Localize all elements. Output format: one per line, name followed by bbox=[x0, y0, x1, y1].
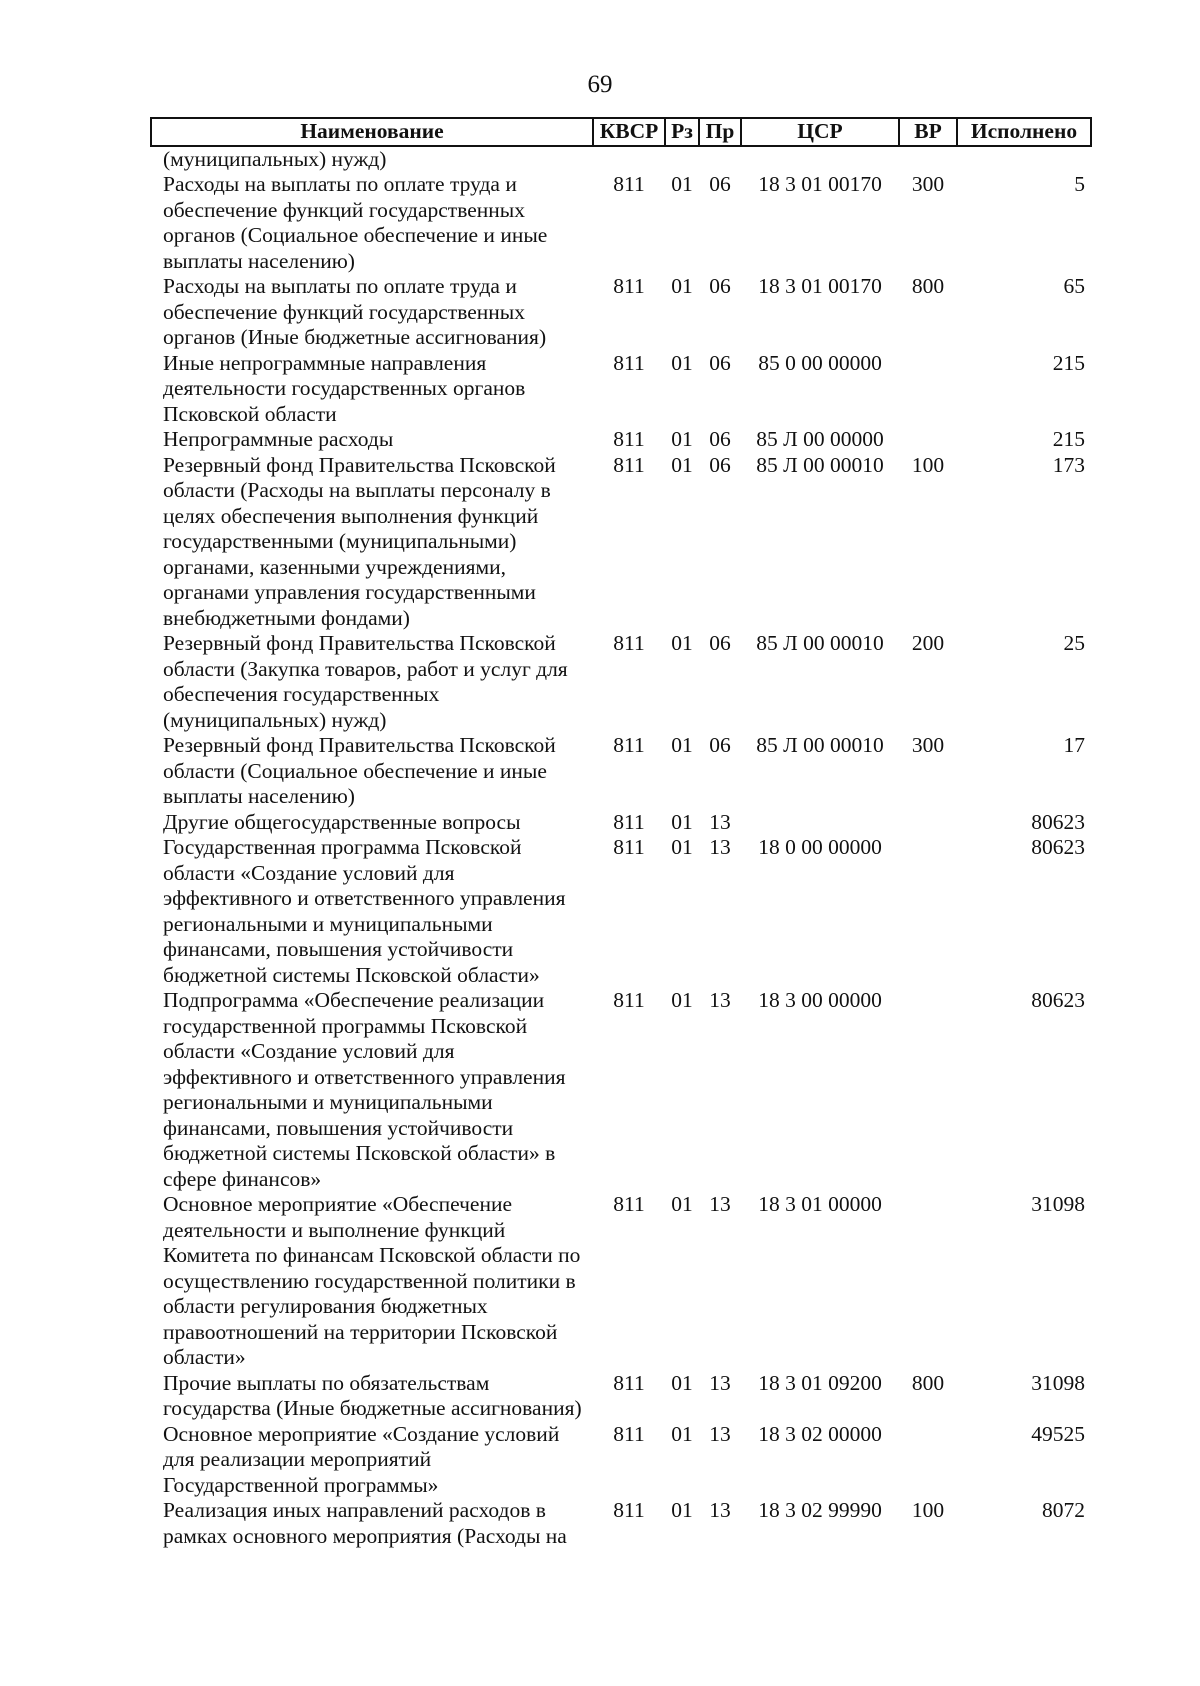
row-sum: 215 bbox=[1052, 350, 1085, 375]
row-csr: 18 3 01 09200 bbox=[758, 1370, 882, 1395]
table-row bbox=[151, 1498, 1091, 1549]
row-name: Основное мероприятие «Обеспечение деятельности и выполнение функций Комитета по финансам Псковской области по осуществлению государственной политики в области регулирования бюджетных правоотношений на территории Псковской области» bbox=[163, 1192, 581, 1369]
row-rz: 01 bbox=[671, 809, 693, 834]
row-pr: 06 bbox=[709, 631, 731, 655]
row-csr: 18 3 02 00000 bbox=[758, 1421, 882, 1446]
row-csr: 85 Л 00 00010 bbox=[756, 452, 884, 477]
row-name: Реализация иных направлений расходов в рамках основного мероприятия (Расходы на bbox=[163, 1498, 567, 1548]
row-vr bbox=[899, 1192, 957, 1371]
row-sum: 215 bbox=[1052, 427, 1085, 451]
header-rz: Рз bbox=[665, 118, 699, 146]
row-rz: 01 bbox=[671, 172, 693, 196]
row-sum: 31098 bbox=[1031, 1192, 1085, 1216]
row-csr: 85 Л 00 00010 bbox=[756, 733, 884, 757]
row-name: Прочие выплаты по обязательствам государства (Иные бюджетные ассигнования) bbox=[163, 1370, 582, 1420]
row-pr: 13 bbox=[709, 1498, 731, 1522]
table-row bbox=[151, 453, 1091, 632]
row-name: Другие общегосударственные вопросы bbox=[163, 809, 521, 834]
row-rz: 01 bbox=[671, 988, 693, 1012]
row-vr bbox=[899, 988, 957, 1192]
row-pr: 13 bbox=[709, 1421, 731, 1446]
row-kvsr: 811 bbox=[613, 1421, 645, 1446]
row-kvsr: 811 bbox=[613, 350, 645, 375]
row-pr: 13 bbox=[709, 988, 731, 1012]
table-row bbox=[151, 351, 1091, 428]
row-sum: 65 bbox=[1063, 274, 1085, 298]
row-kvsr: 811 bbox=[613, 172, 645, 196]
row-csr bbox=[741, 810, 899, 836]
row-rz: 01 bbox=[671, 452, 693, 477]
row-vr bbox=[899, 427, 957, 453]
row-csr: 18 3 01 00000 bbox=[758, 1192, 882, 1216]
row-vr bbox=[899, 1422, 957, 1499]
row-kvsr: 811 bbox=[613, 835, 645, 859]
row-sum bbox=[957, 146, 1091, 173]
row-vr: 800 bbox=[911, 1370, 945, 1395]
row-csr: 18 3 01 00170 bbox=[758, 274, 882, 298]
header-kvsr: КВСР bbox=[593, 118, 665, 146]
row-kvsr: 811 bbox=[613, 809, 645, 834]
row-kvsr: 811 bbox=[613, 427, 645, 451]
row-rz: 01 bbox=[671, 427, 693, 451]
row-name: Резервный фонд Правительства Псковской области (Закупка товаров, работ и услуг для обеспечения государственных (муниципальных) нужд) bbox=[163, 631, 568, 732]
row-name: Государственная программа Псковской области «Создание условий для эффективного и ответственного управления региональными и муниципальными финансами, повышения устойчивости бюджетной системы Псковской области» bbox=[163, 835, 566, 987]
row-csr: 18 3 02 99990 bbox=[758, 1498, 882, 1522]
row-rz bbox=[665, 146, 699, 173]
row-vr: 300 bbox=[911, 172, 945, 196]
row-vr bbox=[899, 351, 957, 428]
header-sum: Исполнено bbox=[957, 118, 1091, 146]
row-name: Резервный фонд Правительства Псковской области (Социальное обеспечение и иные выплаты населению) bbox=[163, 733, 556, 808]
row-sum: 8072 bbox=[1042, 1498, 1085, 1522]
table-header-row bbox=[151, 118, 1091, 146]
row-pr: 06 bbox=[709, 350, 731, 375]
row-kvsr: 811 bbox=[613, 1192, 645, 1216]
row-pr bbox=[699, 146, 741, 173]
row-sum: 80623 bbox=[1031, 988, 1085, 1012]
row-sum: 173 bbox=[1052, 452, 1085, 477]
table-row bbox=[151, 1422, 1091, 1499]
row-vr: 300 bbox=[911, 733, 945, 757]
table-row bbox=[151, 172, 1091, 274]
row-name: (муниципальных) нужд) bbox=[163, 146, 387, 171]
row-pr: 06 bbox=[709, 733, 731, 757]
row-sum: 31098 bbox=[1031, 1370, 1085, 1395]
row-kvsr bbox=[593, 146, 665, 173]
row-name: Расходы на выплаты по оплате труда и обеспечение функций государственных органов (Социальное обеспечение и иные выплаты населению) bbox=[163, 172, 548, 273]
header-pr: Пр bbox=[699, 118, 741, 146]
row-rz: 01 bbox=[671, 1192, 693, 1216]
row-csr: 18 0 00 00000 bbox=[758, 835, 882, 859]
row-name: Подпрограмма «Обеспечение реализации государственной программы Псковской области «Создание условий для эффективного и ответственного управления региональными и муниципальными финансами, повышения устойчивости бюджетной системы Псковской области» в сфере финансов» bbox=[163, 988, 566, 1191]
row-csr: 18 3 01 00170 bbox=[758, 172, 882, 196]
table-row bbox=[151, 1192, 1091, 1371]
row-name: Непрограммные расходы bbox=[163, 427, 394, 451]
row-vr: 100 bbox=[911, 452, 945, 477]
row-pr: 13 bbox=[709, 809, 731, 834]
row-rz: 01 bbox=[671, 733, 693, 757]
row-rz: 01 bbox=[671, 350, 693, 375]
table-row bbox=[151, 274, 1091, 351]
row-vr bbox=[899, 810, 957, 836]
row-csr: 85 Л 00 00010 bbox=[756, 631, 884, 655]
row-sum: 80623 bbox=[1031, 835, 1085, 859]
header-name: Наименование bbox=[151, 118, 593, 146]
row-rz: 01 bbox=[671, 1498, 693, 1522]
row-kvsr: 811 bbox=[613, 1498, 645, 1522]
row-vr bbox=[899, 835, 957, 988]
row-vr: 800 bbox=[911, 274, 945, 298]
row-kvsr: 811 bbox=[613, 631, 645, 655]
row-kvsr: 811 bbox=[613, 1370, 645, 1395]
table-row bbox=[151, 988, 1091, 1192]
row-rz: 01 bbox=[671, 1370, 693, 1395]
row-csr: 18 3 00 00000 bbox=[758, 988, 882, 1012]
row-kvsr: 811 bbox=[613, 988, 645, 1012]
budget-table bbox=[150, 117, 1092, 1549]
table-body bbox=[151, 146, 1091, 1550]
row-pr: 06 bbox=[709, 274, 731, 298]
row-rz: 01 bbox=[671, 835, 693, 859]
row-rz: 01 bbox=[671, 274, 693, 298]
row-sum: 49525 bbox=[1031, 1421, 1085, 1446]
row-pr: 06 bbox=[709, 427, 731, 451]
row-vr bbox=[899, 146, 957, 173]
row-pr: 13 bbox=[709, 835, 731, 859]
row-name: Расходы на выплаты по оплате труда и обеспечение функций государственных органов (Иные бюджетные ассигнования) bbox=[163, 274, 547, 349]
row-sum: 5 bbox=[1074, 172, 1085, 196]
row-vr: 100 bbox=[911, 1498, 945, 1522]
row-rz: 01 bbox=[671, 1421, 693, 1446]
row-pr: 06 bbox=[709, 172, 731, 196]
row-name: Резервный фонд Правительства Псковской области (Расходы на выплаты персоналу в целях обеспечения выполнения функций государственными (муниципальными) органами, казенными учреждениями, органами управления государственными внебюджетными фондами) bbox=[163, 452, 556, 630]
table-row bbox=[151, 631, 1091, 733]
row-rz: 01 bbox=[671, 631, 693, 655]
row-kvsr: 811 bbox=[613, 733, 645, 757]
row-kvsr: 811 bbox=[613, 274, 645, 298]
row-vr: 200 bbox=[911, 631, 945, 655]
table-row bbox=[151, 146, 1091, 173]
row-csr: 85 0 00 00000 bbox=[758, 350, 882, 375]
row-pr: 13 bbox=[709, 1192, 731, 1216]
table-row bbox=[151, 835, 1091, 988]
row-sum: 25 bbox=[1063, 631, 1085, 655]
row-pr: 13 bbox=[709, 1370, 731, 1395]
row-csr bbox=[741, 146, 899, 173]
table-row bbox=[151, 1371, 1091, 1422]
row-sum: 17 bbox=[1063, 733, 1085, 757]
row-pr: 06 bbox=[709, 452, 731, 477]
row-kvsr: 811 bbox=[613, 452, 645, 477]
row-csr: 85 Л 00 00000 bbox=[756, 427, 884, 451]
table-row bbox=[151, 810, 1091, 836]
page-number: 69 bbox=[587, 71, 613, 98]
header-vr: ВР bbox=[899, 118, 957, 146]
row-name: Иные непрограммные направления деятельности государственных органов Псковской области bbox=[163, 350, 526, 426]
header-csr: ЦСР bbox=[741, 118, 899, 146]
table-row bbox=[151, 427, 1091, 453]
row-sum: 80623 bbox=[1031, 809, 1085, 834]
row-name: Основное мероприятие «Создание условий для реализации мероприятий Государственной программы» bbox=[163, 1421, 560, 1497]
table-row bbox=[151, 733, 1091, 810]
